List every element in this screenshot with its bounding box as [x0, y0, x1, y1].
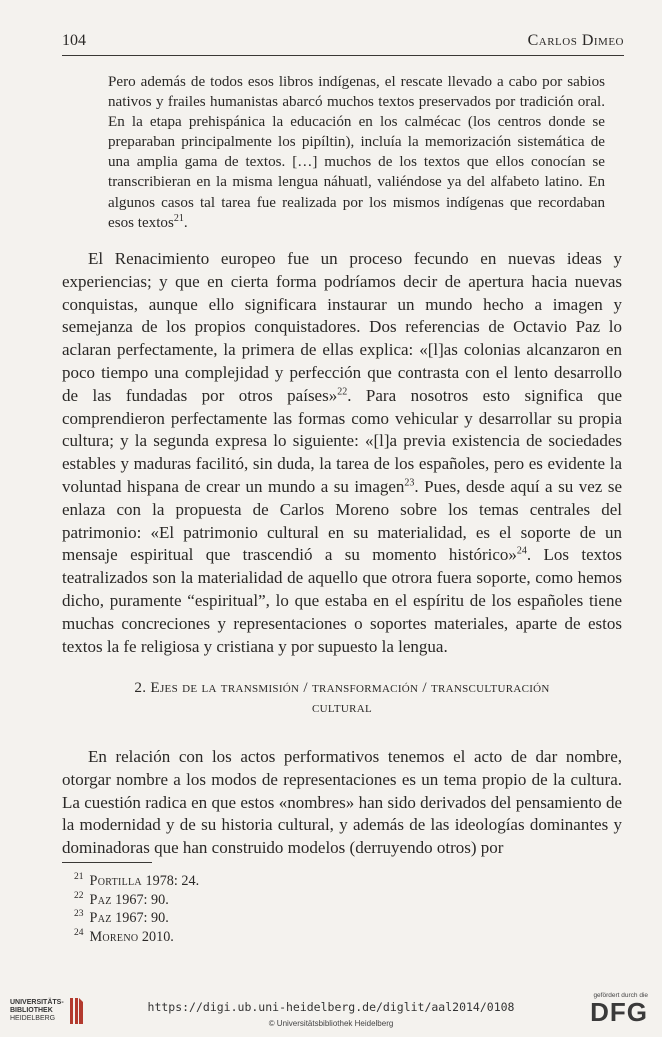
- footnote-21: $^{21}$ Portilla 1978: 24.: [74, 872, 200, 889]
- body-paragraph-1: El Renacimiento europeo fue un proceso fecundo en nuevas ideas y experiencias; y que en cierta forma podríamos decir de apertura hacia nuevas conquistas, aunque ello significara instaurar un mundo hecho a imagen y semejanza de los propios conquistadores. Dos referencias de Octavio Paz lo aclaran perfectamente, la primera de ellas explica: «[l]as colonias alcanzaron en poco tiempo una complejidad y perfección que contrasta con el lento desarrollo de las fundadas por otros países»$^{22}$. Para nosotros esto significa que comprendieron perfectamente las formas como vehicular y desarrollar su propia cultura; y la segunda expresa lo siguiente: «[l]a previa existencia de sociedades estables y maduras facilitó, sin duda, la tarea de los españoles, pero es evidente la voluntad hispana de crear un mundo a su imagen$^{23}$. Pues, desde aquí a su vez se enlaza con la propuesta de Carlos Moreno sobre los temas centrales del patrimonio: «El patrimonio cultural en su materialidad, es el soporte de un mensaje espiritual que trascendió a su momento histórico»$^{24}$. Los textos teatralizados son la materialidad de aquello que otrora fuera soporte, como hemos dicho, puramente “espiritual”, lo que estaba en el espíritu de los españoles tiene muchas concreciones y representaciones o soportes materiales, aparte de estos textos la fe religiosa y cristiana y por supuesto la lengua.: [62, 249, 623, 656]
- block-quote: Pero además de todos esos libros indígenas, el rescate llevado a cabo por sabios nativos y frailes humanistas abarcó muchos textos preservados por tradición oral. En la etapa prehispánica la educación en los calmécac (los centros donde se preparaban principalmente los pipíltin), incluía la memorización sistemática de una amplia gama de textos. […] muchos de los textos que ellos conocían se transcribieran en la misma lengua náhuatl, valiéndose ya del alfabeto latino. En algunos casos tal tarea fue realizada por los mismos indígenas que recordaban esos textos$^{21}$.: [108, 74, 605, 231]
- page-number: 104: [62, 32, 86, 49]
- ub-heidelberg-logo[interactable]: UNIVERSITÄTS- BIBLIOTHEK HEIDELBERG: [10, 996, 84, 1026]
- running-header: [62, 32, 624, 50]
- header-rule: [62, 55, 624, 56]
- source-url-link[interactable]: https://digi.ub.uni-heidelberg.de/diglit/aal2014/0108: [147, 1000, 515, 1014]
- footnote-22: $^{22}$ Paz 1967: 90.: [74, 890, 169, 908]
- footnote-23: $^{23}$ Paz 1967: 90.: [74, 909, 169, 927]
- footnote-rule: [62, 862, 152, 863]
- body-paragraph-2: En relación con los actos performativos tenemos el acto de dar nombre, otorgar nombre a los modos de representaciones es un tema propio de la cultura. La cuestión radica en que estos «nombres» han sido derivados del pensamiento de la modernidad y de su historia cultural, y además de las ideologías dominantes y dominadoras que han construido modelos (derruyendo otros) por: [62, 747, 622, 858]
- section-heading: 2. Ejes de la transmisión / transformación / transculturación cultural: [134, 679, 550, 716]
- running-author: Carlos Dimeo: [527, 32, 624, 49]
- footnotes: [74, 872, 614, 946]
- copyright-notice: © Universitätsbibliothek Heidelberg: [268, 1019, 394, 1028]
- footnote-24: $^{24}$ Moreno 2010.: [74, 928, 174, 945]
- digitization-footer: [0, 988, 662, 1037]
- footnote-ref-21[interactable]: 21: [173, 212, 184, 224]
- footnote-ref-22[interactable]: 22: [337, 386, 348, 398]
- footnote-ref-23[interactable]: 23: [404, 477, 415, 489]
- quote-text: Pero además de todos esos libros indígenas, el rescate llevado a cabo por sabios nativos y frailes humanistas abarcó muchos textos preservados por tradición oral. En la etapa prehispánica la educación en los calmécac (los centros donde se preparaban principalmente los pipíltin), incluía la memorización sistemática de una amplia gama de textos. […] muchos de los textos que ellos conocían se transcribieran en la misma lengua náhuatl, valiéndose ya del alfabeto latino. En algunos casos tal tarea fue realizada por los mismos indígenas que recordaban esos textos: [108, 74, 605, 231]
- footnote-ref-24[interactable]: 24: [516, 545, 527, 557]
- dfg-logo[interactable]: gefördert durch die DFG: [590, 992, 648, 1027]
